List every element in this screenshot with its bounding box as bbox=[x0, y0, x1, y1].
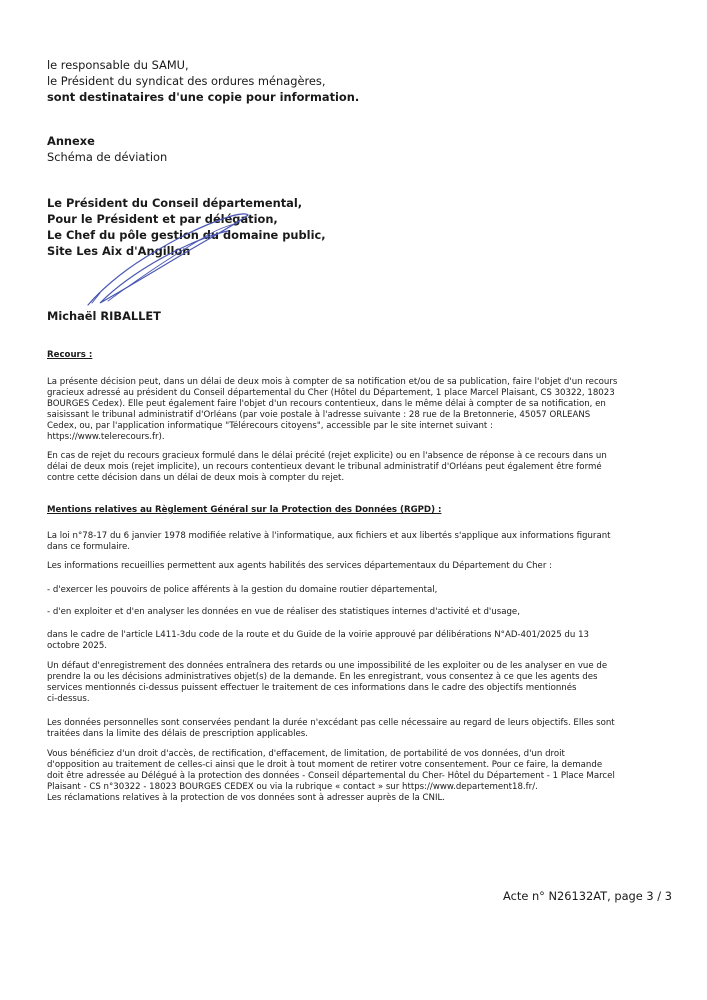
rgpd-paragraph-1 bbox=[47, 531, 677, 553]
recipient-line: le responsable du SAMU, bbox=[47, 58, 189, 72]
annex-title: Annexe bbox=[47, 134, 95, 148]
text-line: contre cette décision dans un délai de deux mois à compter du rejet. bbox=[47, 473, 345, 483]
text-line: Les données personnelles sont conservées pendant la durée n'excédant pas celle nécessaire au regard de leurs objectifs. Elles sont bbox=[47, 718, 615, 728]
text-line: En cas de rejet du recours gracieux formulé dans le délai précité (rejet explicite) ou en l'absence de réponse à ce recours dans un bbox=[47, 451, 607, 461]
recipient-line: le Président du syndicat des ordures ménagères, bbox=[47, 74, 326, 88]
text-line: gracieux adressé au président du Conseil départemental du Cher (Hôtel du Département, 1 place Marcel Plaisant, CS 30322, 18023 bbox=[47, 388, 615, 398]
text-line: ci-dessus. bbox=[47, 694, 90, 704]
text-line: - d'exercer les pouvoirs de police afférents à la gestion du domaine routier départemental, bbox=[47, 585, 438, 595]
recours-heading: Recours : bbox=[47, 350, 93, 360]
text-line: Vous bénéficiez d'un droit d'accès, de rectification, d'effacement, de limitation, de portabilité de vos données, d'un droit bbox=[47, 749, 565, 759]
rgpd-paragraph-7 bbox=[47, 718, 677, 740]
text-line: https://www.telerecours.fr). bbox=[47, 432, 165, 442]
text-line: - d'en exploiter et d'en analyser les données en vue de réaliser des statistiques internes d'activité et d'usage, bbox=[47, 607, 520, 617]
rgpd-paragraph-3 bbox=[47, 585, 677, 596]
annex-block bbox=[47, 133, 167, 165]
recours-paragraph-1 bbox=[47, 377, 677, 443]
recipients-block bbox=[47, 57, 359, 105]
signatory-line: Le Président du Conseil départemental, bbox=[47, 196, 303, 210]
text-line: BOURGES Cedex). Elle peut également faire l'objet d'un recours contentieux, dans le même délai à compter de sa notification, en bbox=[47, 399, 606, 409]
signatory-name: Michaël RIBALLET bbox=[47, 309, 161, 323]
page-footer: Acte n° N26132AT, page 3 / 3 bbox=[503, 889, 672, 903]
recours-paragraph-2 bbox=[47, 451, 677, 484]
text-line: Cedex, ou, par l'application informatique "Télérecours citoyens", accessible par le site internet suivant : bbox=[47, 421, 493, 431]
annex-item: Schéma de déviation bbox=[47, 150, 168, 164]
rgpd-heading: Mentions relatives au Règlement Général sur la Protection des Données (RGPD) : bbox=[47, 505, 442, 515]
text-line: Plaisant - CS n°30322 - 18023 BOURGES CEDEX ou via la rubrique « contact » sur https://www.departement18.fr/. bbox=[47, 782, 538, 792]
recipients-conclusion: sont destinataires d'une copie pour information. bbox=[47, 90, 360, 104]
rgpd-paragraph-8 bbox=[47, 749, 677, 804]
text-line: saisissant le tribunal administratif d'Orléans (par voie postale à l'adresse suivante : 28 rue de la Bretonnerie, 45057 ORLEANS bbox=[47, 410, 591, 420]
rgpd-paragraph-4 bbox=[47, 607, 677, 618]
text-line: La présente décision peut, dans un délai de deux mois à compter de sa notification et/ou de sa publication, faire l'objet d'un recours bbox=[47, 377, 618, 387]
rgpd-paragraph-5 bbox=[47, 630, 677, 652]
text-line: doit être adressée au Délégué à la protection des données - Conseil départemental du Cher- Hôtel du Département - 1 Place Marcel bbox=[47, 771, 615, 781]
text-line: Les réclamations relatives à la protection de vos données sont à adresser auprès de la CNIL. bbox=[47, 793, 445, 803]
rgpd-paragraph-6 bbox=[47, 661, 677, 705]
text-line: délai de deux mois (rejet implicite), un recours contentieux devant le tribunal administratif d'Orléans peut également être formé bbox=[47, 462, 602, 472]
text-line: dans ce formulaire. bbox=[47, 542, 131, 552]
signatory-line: Pour le Président et par délégation, bbox=[47, 212, 278, 226]
handwritten-signature bbox=[78, 205, 278, 315]
rgpd-paragraph-2 bbox=[47, 561, 677, 572]
text-line: traitées dans la limite des délais de prescription applicables. bbox=[47, 729, 308, 739]
text-line: Un défaut d'enregistrement des données entraînera des retards ou une impossibilité de les exploiter ou de les analyser en vue de bbox=[47, 661, 608, 671]
text-line: La loi n°78-17 du 6 janvier 1978 modifiée relative à l'informatique, aux fichiers et aux libertés s'applique aux informations figurant bbox=[47, 531, 611, 541]
text-line: services mentionnés ci-dessus puissent effectuer le traitement de ces informations dans le cadre des objectifs mentionnés bbox=[47, 683, 577, 693]
text-line: Les informations recueillies permettent aux agents habilités des services départementaux du Département du Cher : bbox=[47, 561, 552, 571]
signatory-line: Le Chef du pôle gestion du domaine public, bbox=[47, 228, 326, 242]
signatory-line: Site Les Aix d'Angillon bbox=[47, 244, 191, 258]
text-line: d'opposition au traitement de celles-ci ainsi que le droit à tout moment de retirer votre consentement. Pour ce faire, la demande bbox=[47, 760, 603, 770]
text-line: octobre 2025. bbox=[47, 641, 108, 651]
text-line: dans le cadre de l'article L411-3du code de la route et du Guide de la voirie approuvé par délibérations N°AD-401/2025 du 13 bbox=[47, 630, 590, 640]
text-line: prendre la ou les décisions administratives objet(s) de la demande. En les enregistrant, vous consentez à ce que les agents des bbox=[47, 672, 598, 682]
